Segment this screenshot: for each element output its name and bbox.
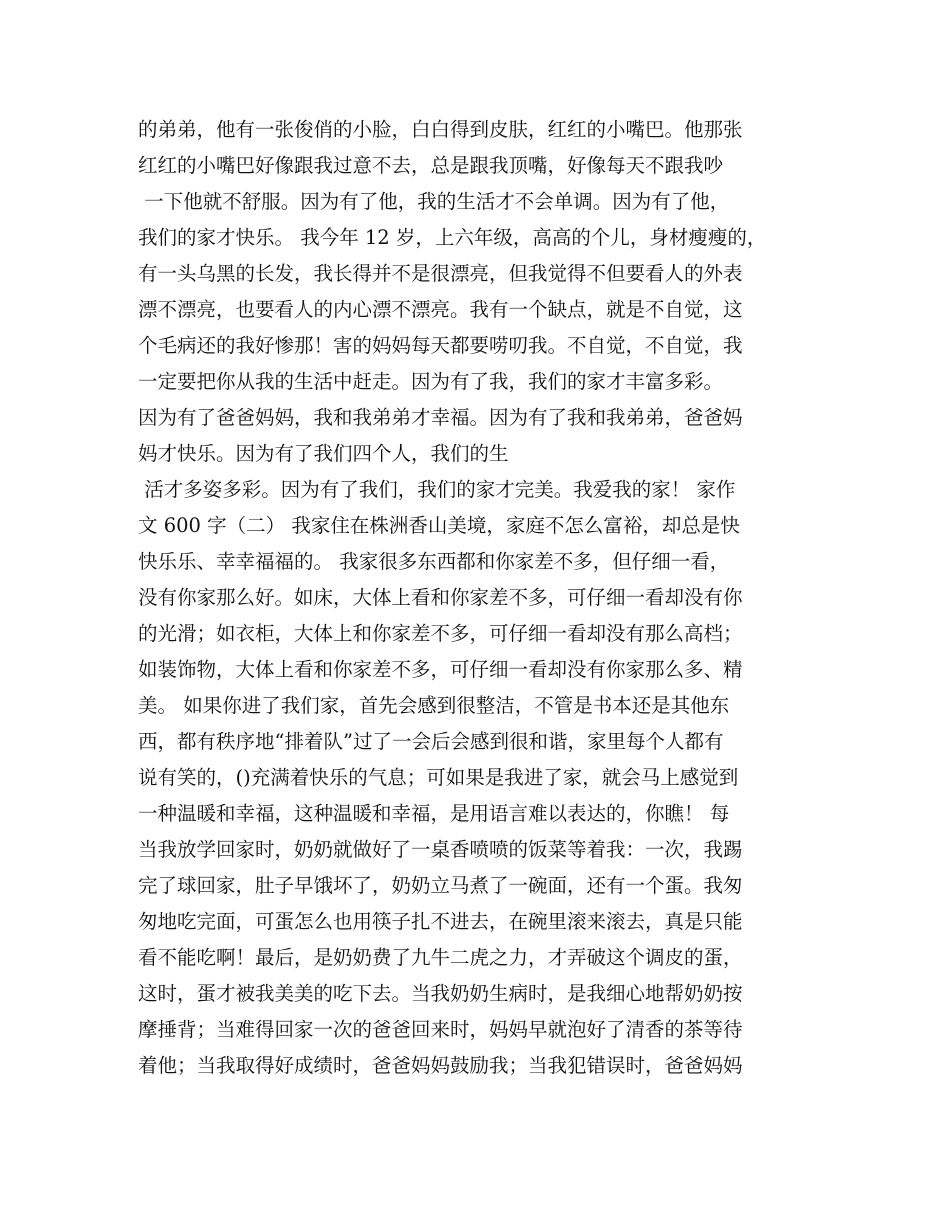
body-text [138, 112, 828, 1084]
text-line: 文 600 字（二） 我家住在株洲香山美境，家庭不怎么富裕，却总是快 [138, 514, 740, 537]
text-line: 的弟弟，他有一张俊俏的小脸，白白得到皮肤，红红的小嘴巴。他那张 [138, 118, 743, 141]
text-line: 红红的小嘴巴好像跟我过意不去，总是跟我顶嘴，好像每天不跟我吵 [138, 154, 724, 177]
text-line: 的光滑；如衣柜，大体上和你家差不多，可仔细一看却没有那么高档； [138, 622, 743, 645]
text-line: 说有笑的，()充满着快乐的气息；可如果是我进了家，就会马上感觉到 [138, 766, 739, 789]
text-line: 我们的家才快乐。 我今年 12 岁，上六年级，高高的个儿，身材瘦瘦的， [138, 226, 767, 249]
text-line: 妈才快乐。因为有了我们四个人，我们的生 [138, 442, 509, 465]
text-line: 快乐乐、幸幸福福的。 我家很多东西都和你家差不多，但仔细一看， [138, 550, 730, 573]
text-line: 匆地吃完面，可蛋怎么也用筷子扎不进去，在碗里滚来滚去，真是只能 [138, 910, 743, 933]
text-line: 有一头乌黑的长发，我长得并不是很漂亮，但我觉得不但要看人的外表 [138, 262, 743, 285]
text-line: 西，都有秩序地“排着队”过了一会后会感到很和谐，家里每个人都有 [138, 730, 724, 753]
text-line: 一定要把你从我的生活中赶走。因为有了我，我们的家才丰富多彩。 [138, 370, 724, 393]
text-line: 活才多姿多彩。因为有了我们，我们的家才完美。我爱我的家！ 家作 [138, 478, 736, 501]
text-line: 当我放学回家时，奶奶就做好了一桌香喷喷的饭菜等着我：一次，我踢 [138, 838, 743, 861]
text-line: 如装饰物，大体上看和你家差不多，可仔细一看却没有你家那么多、精 [138, 658, 743, 681]
text-line: 没有你家那么好。如床，大体上看和你家差不多，可仔细一看却没有你 [138, 586, 743, 609]
text-line: 这时，蛋才被我美美的吃下去。当我奶奶生病时，是我细心地帮奶奶按 [138, 982, 743, 1005]
text-line: 看不能吃啊！最后，是奶奶费了九牛二虎之力，才弄破这个调皮的蛋， [138, 946, 743, 969]
text-line: 个毛病还的我好惨那！害的妈妈每天都要唠叨我。不自觉，不自觉，我 [138, 334, 743, 357]
text-line: 完了球回家，肚子早饿坏了，奶奶立马煮了一碗面，还有一个蛋。我匆 [138, 874, 743, 897]
text-line: 美。 如果你进了我们家，首先会感到很整洁，不管是书本还是其他东 [138, 694, 730, 717]
text-line: 因为有了爸爸妈妈，我和我弟弟才幸福。因为有了我和我弟弟，爸爸妈 [138, 406, 743, 429]
text-line: 摩捶背；当难得回家一次的爸爸回来时，妈妈早就泡好了清香的茶等待 [138, 1018, 743, 1041]
text-line: 一下他就不舒服。因为有了他，我的生活才不会单调。因为有了他， [138, 190, 730, 213]
text-line: 漂不漂亮，也要看人的内心漂不漂亮。我有一个缺点，就是不自觉，这 [138, 298, 743, 321]
text-line: 着他；当我取得好成绩时，爸爸妈妈鼓励我；当我犯错误时，爸爸妈妈 [138, 1054, 743, 1077]
text-line: 一种温暖和幸福，这种温暖和幸福，是用语言难以表达的，你瞧！ 每 [138, 802, 730, 825]
